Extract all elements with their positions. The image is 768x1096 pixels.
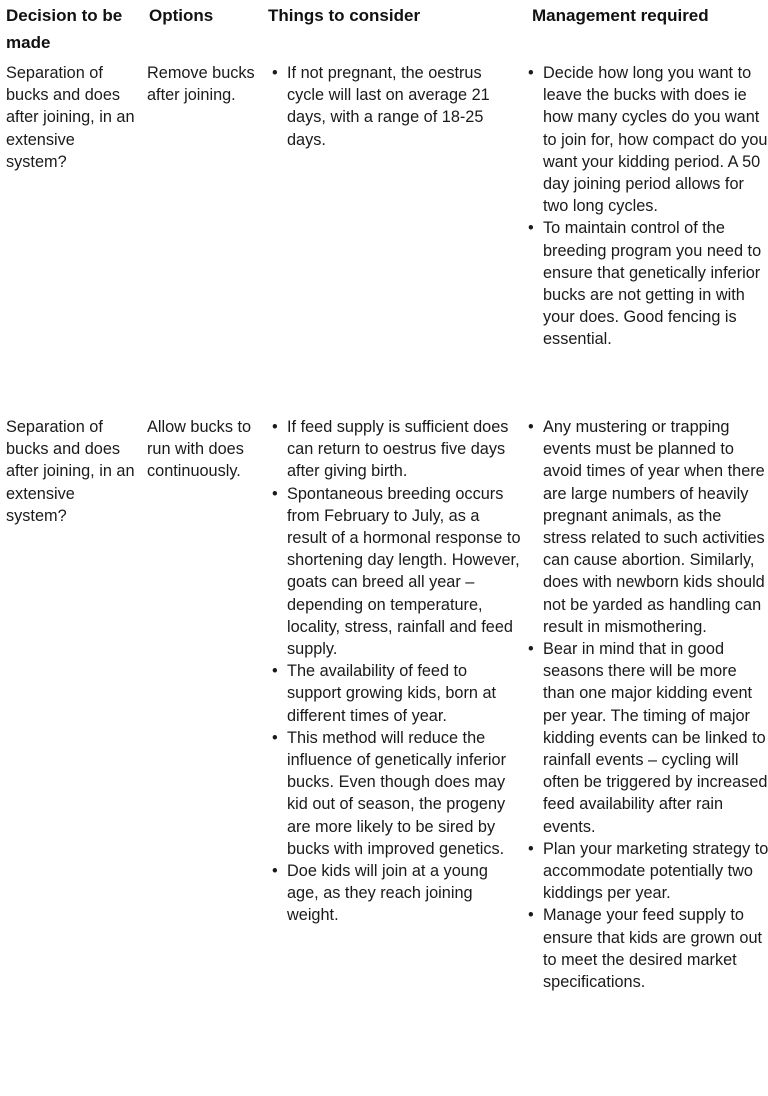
list-item (268, 416, 523, 483)
management-cell (524, 416, 768, 993)
list-item-text: Decide how long you want to leave the bucks with does ie how many cycles do you want to join for, how compact do you want your kidding period. A 50 day joining period allows for two long cycles. (543, 64, 768, 216)
management-list (524, 416, 768, 993)
list-item-text: If not pregnant, the oestrus cycle will last on average 21 days, with a range of 18-25 days. (287, 64, 490, 149)
option-cell: Remove bucks after joining. (147, 64, 255, 105)
header-management-required: Management required (532, 6, 709, 25)
list-item-text: Spontaneous breeding occurs from February to July, as a result of a hormonal response to shortening day length. However, goats can breed all year – depending on temperature, locality, stress, rainfall and feed supply. (287, 484, 521, 659)
header-things-to-consider: Things to consider (268, 6, 421, 25)
list-item-text: The availability of feed to support growing kids, born at different times of year. (287, 662, 497, 725)
things-list (268, 62, 523, 151)
list-item (268, 860, 523, 927)
things-cell (268, 416, 523, 927)
list-item (268, 483, 523, 661)
list-item (524, 838, 768, 905)
list-item (268, 660, 523, 727)
list-item-text: Plan your marketing strategy to accommodate potentially two kiddings per year. (543, 839, 768, 903)
bullet-icon: • (272, 862, 278, 881)
bullet-icon: • (272, 64, 278, 82)
decision-cell: Separation of bucks and does after joining, in an extensive system? (6, 418, 135, 525)
list-item (524, 904, 768, 993)
table-row (6, 416, 766, 1096)
list-item-text: Bear in mind that in good seasons there will be more than one major kidding event per year. The timing of major kidding events can be linked to rainfall events – cycling will often be triggered by increased feed availability after rain events. (543, 640, 768, 836)
management-list (524, 62, 768, 351)
table-header (6, 0, 766, 62)
bullet-icon: • (528, 906, 534, 925)
bullet-icon: • (528, 219, 534, 238)
list-item-text: If feed supply is sufficient does can return to oestrus five days after giving birth. (287, 418, 509, 481)
bullet-icon: • (272, 728, 278, 747)
things-cell (268, 62, 523, 151)
table-row (6, 62, 766, 416)
list-item-text: Manage your feed supply to ensure that kids are grown out to meet the desired market specifications. (543, 906, 763, 992)
bullet-icon: • (528, 418, 534, 436)
list-item (524, 638, 768, 838)
bullet-icon: • (528, 839, 534, 858)
management-cell (524, 62, 768, 351)
list-item (268, 727, 523, 860)
list-item-text: This method will reduce the influence of genetically inferior bucks. Even though does may kid out of season, the progeny are more likely to be sired by bucks with improved genetics. (287, 728, 507, 858)
bullet-icon: • (528, 64, 534, 82)
decision-cell: Separation of bucks and does after joining, in an extensive system? (6, 64, 135, 171)
list-item (524, 217, 768, 350)
list-item-text: To maintain control of the breeding program you need to ensure that genetically inferior bucks are not getting in with your does. Good fencing is essential. (543, 219, 762, 349)
bullet-icon: • (528, 640, 534, 659)
bullet-icon: • (272, 418, 278, 436)
bullet-icon: • (272, 484, 278, 503)
list-item (268, 62, 523, 151)
list-item-text: Doe kids will join at a young age, as they reach joining weight. (287, 862, 488, 925)
breeding-decision-table (6, 0, 766, 1096)
list-item-text: Any mustering or trapping events must be planned to avoid times of year when there are large numbers of heavily pregnant animals, as the stress related to such activities can cause abortion. Similarly, does with newborn kids should not be yarded as handling can result in mismothering. (543, 418, 765, 636)
bullet-icon: • (272, 662, 278, 681)
header-decision: Decision to be made (6, 6, 123, 52)
list-item (524, 416, 768, 638)
header-options: Options (149, 6, 214, 25)
option-cell: Allow bucks to run with does continuously. (147, 418, 252, 481)
things-list (268, 416, 523, 927)
list-item (524, 62, 768, 217)
